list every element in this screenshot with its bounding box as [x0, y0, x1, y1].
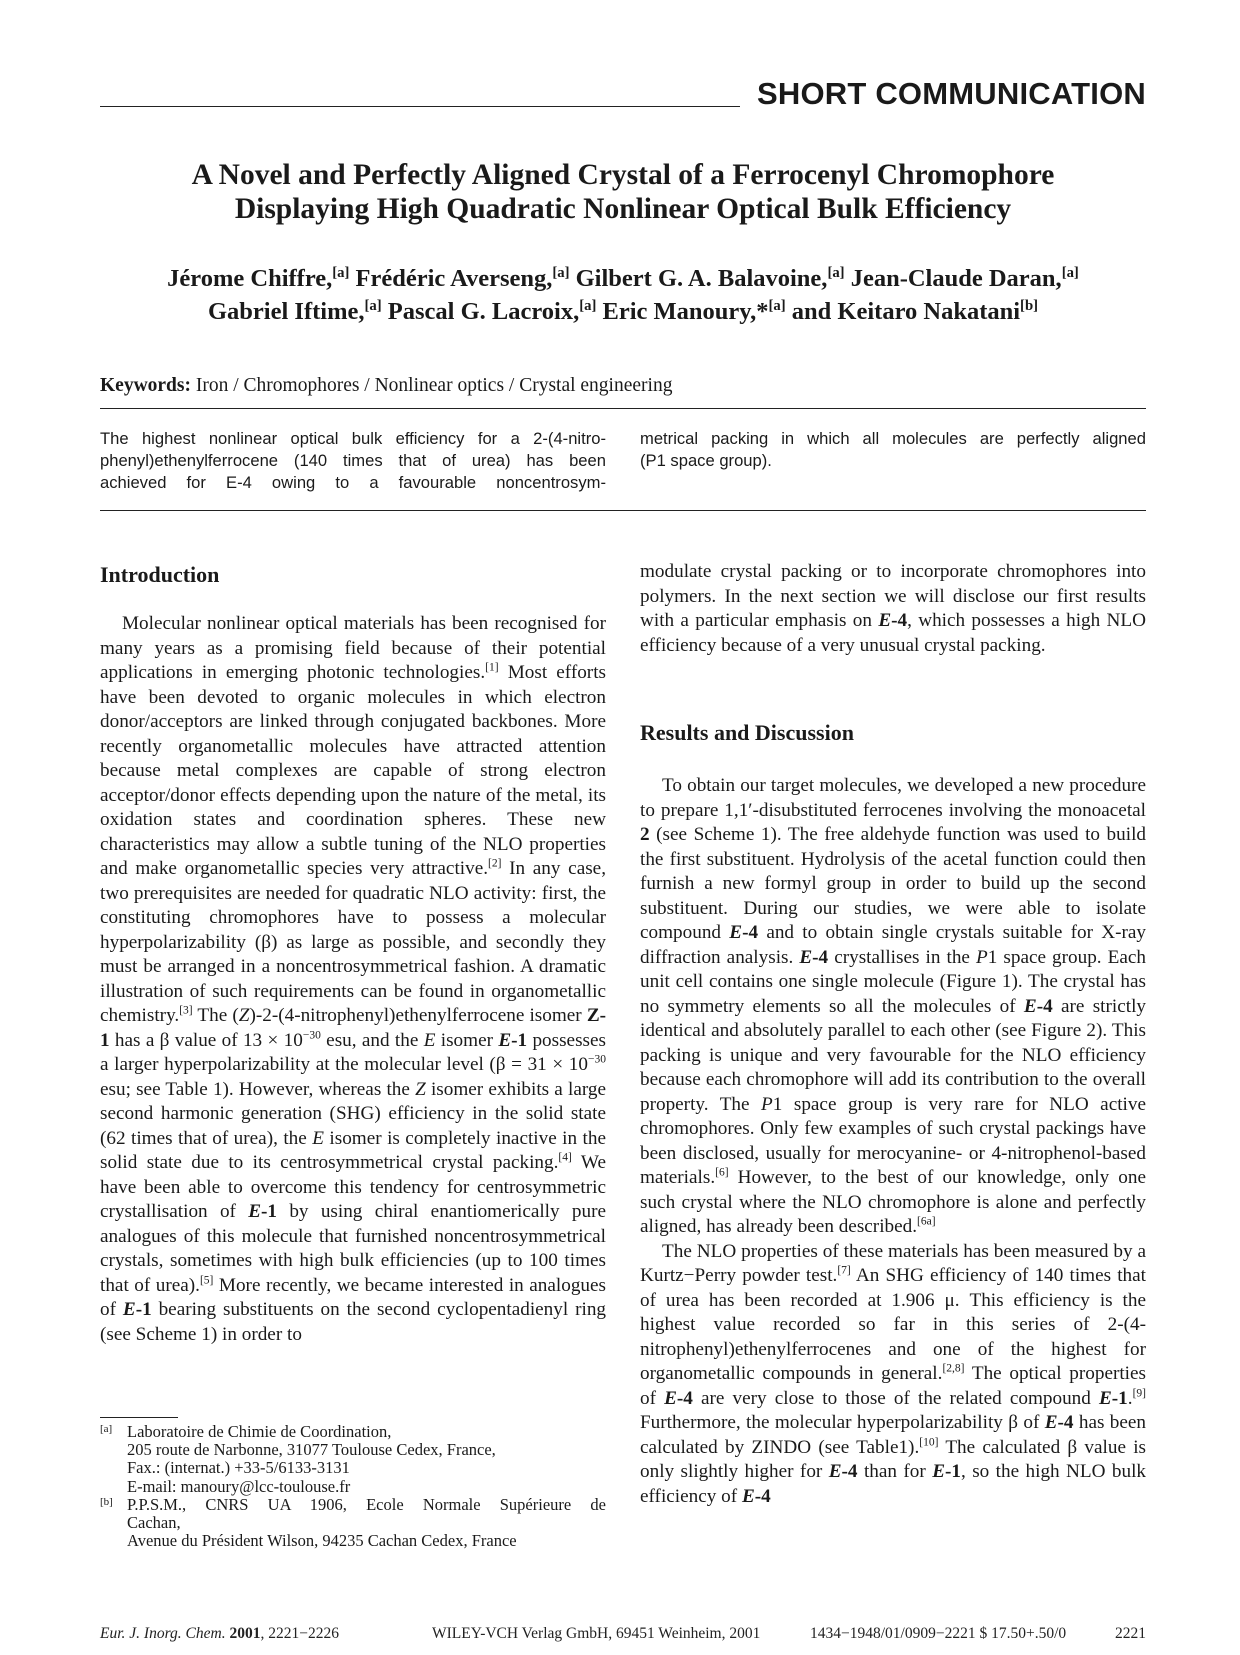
publisher-line: WILEY-VCH Verlag GmbH, 69451 Weinheim, 2001: [432, 1625, 761, 1642]
issn-line: 1434−1948/01/0909−2221 $ 17.50+.50/0: [810, 1625, 1067, 1642]
footnote-rule: [100, 1417, 178, 1418]
affiliation-mark: [a]: [1061, 264, 1079, 281]
footnote-line: Avenue du Président Wilson, 94235 Cachan Cedex, France: [127, 1531, 517, 1551]
abstract-right-column: [640, 428, 1146, 472]
section-label: SHORT COMMUNICATION: [757, 76, 1146, 111]
body-paragraph: Molecular nonlinear optical materials has been recognised for many years as a promising field because of their potential applications in emerging photonic technologies.[1] Most efforts have been devoted to organic molecules in which electron donor/acceptors are linked through conjugated backbones. More recently organometallic molecules have attracted attention because metal complexes are capable of strong electron acceptor/donor effects depending upon the nature of the metal, its oxidation states and coordination spheres. These new characteristics may allow a subtle tuning of the NLO properties and make organometallic species very attractive.[2] In any case, two prerequisites are needed for quadratic NLO activity: first, the constituting chromophores have to possess a molecular hyperpolarizability (β) as large as possible, and secondly they must be arranged in a noncentrosymmetrical fashion. A dramatic illustration of such requirements can be found in organometallic chemistry.[3] The (Z)-2-(4-nitrophenyl)ethenylferrocene isomer Z-1 has a β value of $13 \times 10^{-30}$ esu, and the E isomer E-1 possesses a larger hyperpolarizability at the molecular level ($\beta = 31 \times 10^{-30}$ esu; see Table 1). However, whereas the Z isomer exhibits a large second harmonic generation (SHG) efficiency in the solid state (62 times that of urea), the E isomer is completely inactive in the solid state due to its centrosymmetrical crystal packing.[4] We have been able to overcome this tendency for centrosymmetric crystallisation of E-1 by using chiral enantiomerically pure analogues of this molecule that furnished noncentrosymmetrical crystals, sometimes with high bulk efficiencies (up to 100 times that of urea).[5] More recently, we became interested in analogues of E-1 bearing substituents on the second cyclopentadienyl ring (see Scheme 1) in order to: [100, 613, 607, 1345]
results-body: [640, 774, 1146, 1509]
abstract-bottom-rule: [100, 510, 1146, 511]
author-name: and Keitaro Nakatani: [791, 298, 1021, 325]
article-title: [100, 158, 1146, 226]
footnote-affiliation-b: [100, 1496, 606, 1551]
results-heading: Results and Discussion: [640, 720, 854, 745]
author-name: Gabriel Iftime,: [208, 298, 365, 325]
footnote-affiliation-a: [100, 1423, 606, 1496]
footnote-line: Laboratoire de Chimie de Coordination,: [127, 1422, 392, 1441]
affiliation-mark: [a]: [552, 264, 570, 281]
affiliation-mark: [a]: [768, 297, 786, 314]
abstract-line: phenyl)ethenylferrocene (140 times that of urea) has been: [100, 451, 606, 470]
introduction-heading: Introduction: [100, 562, 220, 587]
author-name: Jérome Chiffre,: [167, 265, 333, 292]
journal-year: 2001: [229, 1625, 261, 1642]
author-list: [100, 262, 1146, 328]
keywords-label: Keywords:: [100, 375, 191, 396]
footnote-mark: [b]: [100, 1496, 113, 1508]
authors-line-1: [100, 262, 1146, 295]
footnote-line: P.P.S.M., CNRS UA 1906, Ecole Normale Supérieure de: [127, 1495, 606, 1514]
affiliation-mark: [b]: [1020, 297, 1038, 314]
abstract-left-column: [100, 428, 606, 494]
introduction-continued: [640, 560, 1146, 658]
author-name: Pascal G. Lacroix,: [387, 298, 580, 325]
title-line-2: Displaying High Quadratic Nonlinear Optical Bulk Efficiency: [234, 193, 1012, 225]
affiliation-mark: [a]: [579, 297, 597, 314]
abstract-line: (P1 space group).: [640, 451, 772, 470]
header-rule: [100, 106, 740, 107]
keywords: [100, 374, 672, 398]
introduction-body: [100, 612, 606, 1347]
journal-name: Eur. J. Inorg. Chem.: [100, 1625, 226, 1642]
footnote-line: Cachan,: [127, 1513, 181, 1533]
footnote-mark: [a]: [100, 1423, 113, 1435]
abstract-line: metrical packing in which all molecules are perfectly aligned: [640, 429, 1146, 448]
abstract-top-rule: [100, 408, 1146, 409]
abstract-line: achieved for E-4 owing to a favourable noncentrosym-: [100, 473, 606, 492]
body-paragraph: modulate crystal packing or to incorporate chromophores into polymers. In the next section we will disclose our first results with a particular emphasis on E-4, which possesses a high NLO efficiency because of a very unusual crystal packing.: [640, 561, 1146, 656]
author-name: Eric Manoury,*: [602, 298, 769, 325]
keywords-list: Iron / Chromophores / Nonlinear optics / Crystal engineering: [195, 375, 673, 396]
author-name: Frédéric Averseng,: [355, 265, 553, 292]
footnote-line: Fax.: (internat.) +33-5/6133-3131: [127, 1458, 350, 1478]
affiliation-mark: [a]: [364, 297, 382, 314]
page-number: 2221: [1115, 1625, 1146, 1642]
abstract-line: The highest nonlinear optical bulk efficiency for a 2-(4-nitro-: [100, 429, 606, 448]
affiliation-mark: [a]: [332, 264, 350, 281]
affiliation-mark: [a]: [827, 264, 845, 281]
body-paragraph: The NLO properties of these materials has been measured by a Kurtz−Perry powder test.[7] An SHG efficiency of 140 times that of urea has been recorded at 1.906 μ. This efficiency is the highest value recorded so far in this series of 2-(4-nitrophenyl)ethenylferrocenes and one of the highest for organometallic compounds in general.[2,8] The optical properties of E-4 are very close to those of the related compound E-1.[9] Furthermore, the molecular hyperpolarizability β of E-4 has been calculated by ZINDO (see Table1).[10] The calculated β value is only slightly higher for E-4 than for E-1, so the high NLO bulk efficiency of E-4: [640, 1240, 1146, 1507]
author-name: Jean-Claude Daran,: [850, 265, 1062, 292]
footnote-line: 205 route de Narbonne, 31077 Toulouse Cedex, France,: [127, 1440, 496, 1460]
footnote-email[interactable]: E-mail: manoury@lcc-toulouse.fr: [127, 1476, 351, 1496]
journal-pages: , 2221−2226: [260, 1625, 339, 1642]
author-name: Gilbert G. A. Balavoine,: [575, 265, 828, 292]
authors-line-2: [100, 295, 1146, 328]
title-line-1: A Novel and Perfectly Aligned Crystal of a Ferrocenyl Chromophore: [191, 159, 1055, 191]
journal-citation: [100, 1625, 339, 1643]
body-paragraph: To obtain our target molecules, we developed a new procedure to prepare 1,1′-disubstituted ferrocenes involving the monoacetal 2 (see Scheme 1). The free aldehyde function was used to build the first substituent. Hydrolysis of the acetal function could then furnish a new formyl group in order to build up the second substituent. During our studies, we were able to isolate compound E-4 and to obtain single crystals suitable for X-ray diffraction analysis. E-4 crystallises in the P1 space group. Each unit cell contains one single molecule (Figure 1). The crystal has no symmetry elements so all the molecules of E-4 are strictly identical and absolutely parallel to each other (see Figure 2). This packing is unique and very favourable for the NLO efficiency because each chromophore will add its contribution to the overall property. The P1 space group is very rare for NLO active chromophores. Only few examples of such crystal packings have been disclosed, usually for merocyanine- or 4-nitrophenol-based materials.[6] However, to the best of our knowledge, only one such crystal where the NLO chromophore is alone and perfectly aligned, has already been described.[6a]: [640, 775, 1147, 1237]
